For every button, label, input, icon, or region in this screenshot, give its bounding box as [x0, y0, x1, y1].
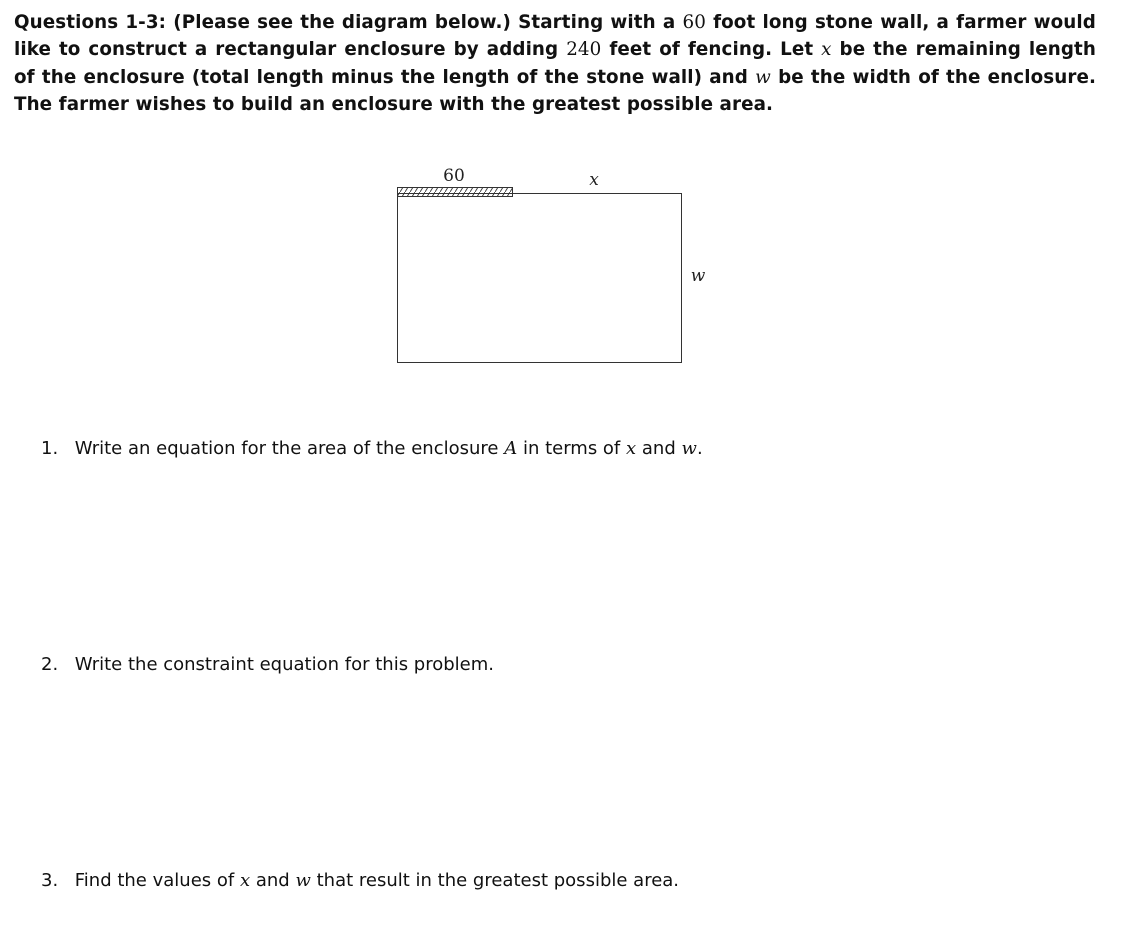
variable-x: x [821, 39, 832, 61]
question-text: that result in the greatest possible area. [316, 870, 680, 891]
question-1 [41, 437, 703, 461]
question-2 [41, 653, 494, 677]
question-text: in terms of [522, 438, 621, 459]
problem-heading: Questions 1-3: [14, 12, 167, 33]
problem-text-5: be the width of the enclosure. The farmer wishes to build an enclosure with the greatest possible area. [14, 66, 1097, 115]
problem-text-4: be the remaining length of the enclosure (total length minus the length of the stone wall) and [14, 39, 1096, 88]
variable-w: w [295, 870, 311, 891]
enclosure-rectangle [398, 194, 682, 363]
wall-length-value: 60 [682, 12, 706, 33]
question-number: 1. [41, 438, 59, 459]
problem-text-2: foot long stone wall, a farmer would like to construct a rectangular enclosure by adding [14, 12, 1096, 61]
question-punctuation: . [696, 438, 703, 459]
fencing-length-value: 240 [566, 39, 602, 61]
variable-x: x [626, 438, 637, 459]
wall-length-label: 60 [443, 166, 465, 186]
stone-wall [398, 188, 513, 197]
question-text: Find the values of [74, 870, 235, 891]
variable-w: w [681, 438, 697, 459]
length-x-label: x [589, 170, 599, 190]
question-text: Write the constraint equation for this problem. [74, 654, 494, 675]
width-w-label: w [690, 266, 706, 286]
problem-statement [14, 9, 1096, 118]
variable-x: x [239, 870, 251, 891]
variable-w: w [755, 66, 771, 88]
question-text: and [255, 870, 290, 891]
question-number: 3. [41, 870, 59, 891]
problem-text-3: feet of fencing. Let [609, 39, 814, 61]
problem-text-1: (Please see the diagram below.) Starting with a [173, 12, 676, 33]
question-3 [41, 869, 679, 893]
question-text: and [641, 438, 676, 459]
question-text: Write an equation for the area of the enclosure [74, 438, 499, 459]
question-number: 2. [41, 654, 59, 675]
variable-A: A [504, 438, 518, 459]
